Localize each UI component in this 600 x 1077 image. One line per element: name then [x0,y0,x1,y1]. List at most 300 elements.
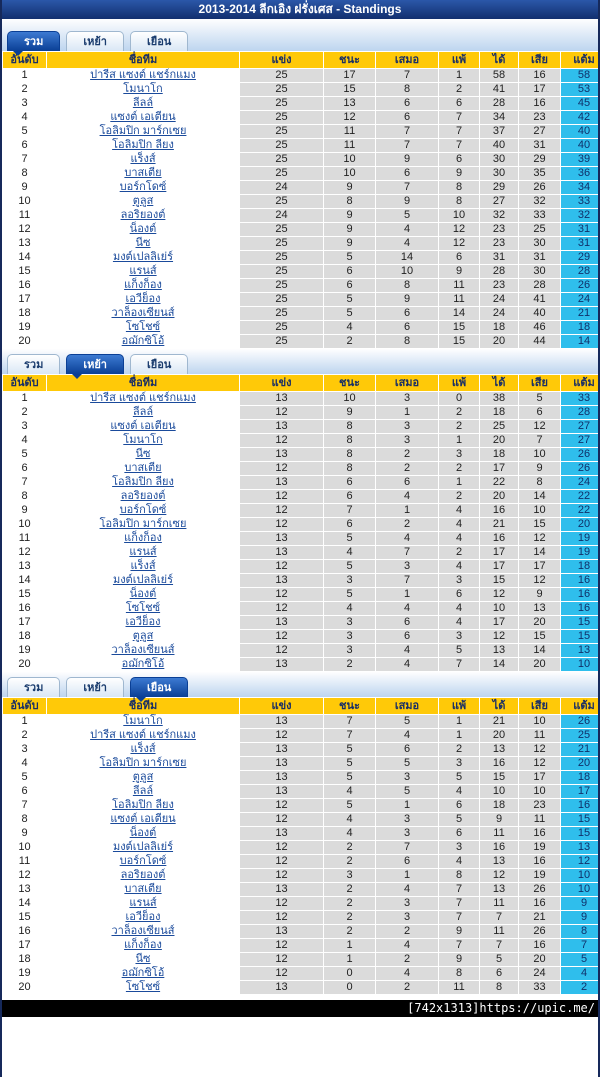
stat-cell: 25 [240,251,324,265]
points-cell: 10 [561,658,600,672]
team-link[interactable]: น็องต์ [129,223,157,235]
stat-cell: 8 [324,434,376,448]
team-link[interactable]: ปารีส แซงต์ แชร์กแมง [90,69,196,81]
stat-cell: 18 [480,321,519,335]
stat-cell: 6 [439,588,480,602]
table-row [3,223,600,237]
stat-cell: 10 [519,448,561,462]
team-link[interactable]: แก็งก็อง [124,532,162,544]
stat-cell: 3 [376,771,439,785]
stat-cell: 5 [324,771,376,785]
team-link[interactable]: แก็งก็อง [124,939,162,951]
table-row [3,420,600,434]
team-link[interactable]: อฌักซิโอ้ [121,967,165,979]
team-link[interactable]: โอลิมปิก มาร์กเซย [99,757,187,769]
stat-cell: 24 [480,293,519,307]
stat-cell: 12 [240,434,324,448]
stat-cell: 28 [480,97,519,111]
tab-total[interactable]: รวม [7,354,60,374]
team-link[interactable]: ลอริยองต์ [120,490,166,502]
stat-cell: 12 [240,504,324,518]
team-link[interactable]: บาสเตีย [124,883,162,895]
rank-cell: 17 [3,293,47,307]
rank-cell: 16 [3,602,47,616]
rank-cell: 11 [3,532,47,546]
points-cell: 21 [561,307,600,321]
stat-cell: 11 [480,925,519,939]
stat-cell: 4 [439,855,480,869]
stat-cell: 4 [439,602,480,616]
team-link[interactable]: มงต์เปลลิเย่ร์ [112,841,174,853]
team-cell [47,335,240,349]
column-header: ชื่อทีม [47,698,240,715]
stat-cell: 1 [376,406,439,420]
team-link[interactable]: โซโชซ์ [125,321,161,333]
stat-cell: 3 [324,630,376,644]
team-link[interactable]: บอร์กโดซ์ [119,181,167,193]
table-row [3,939,600,953]
table-row [3,237,600,251]
stat-cell: 13 [240,448,324,462]
stat-cell: 3 [324,616,376,630]
stat-cell: 2 [376,448,439,462]
column-header: อันดับ [3,375,47,392]
team-link[interactable]: โอลิมปิก มาร์กเซย [99,518,187,530]
stat-cell: 12 [240,841,324,855]
tab-away[interactable]: เยือน [130,31,188,51]
team-link[interactable]: เอวีย็อง [125,293,161,305]
standings-table [2,697,600,995]
table-row [3,335,600,349]
points-cell: 32 [561,209,600,223]
stat-cell: 7 [439,658,480,672]
tab-bar [2,349,598,374]
team-cell [47,953,240,967]
stat-cell: 9 [324,181,376,195]
tab-away[interactable]: เยือน [130,354,188,374]
points-cell: 9 [561,911,600,925]
stat-cell: 15 [324,83,376,97]
team-link[interactable]: แก็งก็อง [124,279,162,291]
team-link[interactable]: น็องต์ [129,588,157,600]
team-cell [47,588,240,602]
team-link[interactable]: แซงต์ เอเตียน [110,420,176,432]
stat-cell: 8 [439,967,480,981]
team-link[interactable]: ลอริยองต์ [120,209,166,221]
stat-cell: 1 [324,953,376,967]
table-row [3,504,600,518]
team-cell [47,967,240,981]
stat-cell: 44 [519,335,561,349]
stat-cell: 10 [324,167,376,181]
table-row [3,715,600,729]
stat-cell: 25 [240,237,324,251]
stat-cell: 4 [376,658,439,672]
tab-bar [2,672,598,697]
team-link[interactable]: นีซ [135,953,151,965]
team-cell [47,630,240,644]
column-header: แพ้ [439,52,480,69]
rank-cell: 11 [3,855,47,869]
rank-cell: 1 [3,715,47,729]
stat-cell: 24 [519,967,561,981]
stat-cell: 13 [240,420,324,434]
points-cell: 19 [561,546,600,560]
rank-cell: 2 [3,729,47,743]
table-row [3,785,600,799]
team-cell [47,813,240,827]
points-cell: 26 [561,279,600,293]
table-row [3,841,600,855]
team-link[interactable]: โอลิมปิก มาร์กเซย [99,125,187,137]
stat-cell: 2 [439,83,480,97]
table-row [3,869,600,883]
stat-cell: 15 [439,335,480,349]
stat-cell: 4 [376,223,439,237]
rank-cell: 5 [3,448,47,462]
team-link[interactable]: ตูลูส [132,195,154,207]
stat-cell: 10 [439,209,480,223]
stat-cell: 25 [240,139,324,153]
table-row [3,321,600,335]
stat-cell: 5 [439,644,480,658]
team-link[interactable]: นีซ [135,448,151,460]
column-header: แพ้ [439,375,480,392]
stat-cell: 25 [240,69,324,83]
rank-cell: 16 [3,279,47,293]
table-row [3,630,600,644]
stat-cell: 12 [240,644,324,658]
points-cell: 15 [561,616,600,630]
stat-cell: 12 [240,855,324,869]
stat-cell: 6 [324,279,376,293]
team-link[interactable]: ลอริยองต์ [120,869,166,881]
team-cell [47,715,240,729]
team-link[interactable]: มงต์เปลลิเย่ร์ [112,574,174,586]
stat-cell: 12 [240,897,324,911]
stat-cell: 25 [240,293,324,307]
team-link[interactable]: ปารีส แซงต์ แชร์กแมง [90,729,196,741]
stat-cell: 30 [480,167,519,181]
team-cell [47,265,240,279]
standings-table [2,374,600,672]
team-link[interactable]: ปารีส แซงต์ แชร์กแมง [90,392,196,404]
team-cell [47,658,240,672]
rank-cell: 13 [3,237,47,251]
stat-cell: 4 [439,560,480,574]
stat-cell: 4 [376,532,439,546]
stat-cell: 14 [376,251,439,265]
team-link[interactable]: วาล็องเซียนส์ [111,925,175,937]
table-row [3,69,600,83]
stat-cell: 3 [376,434,439,448]
team-link[interactable]: บาสเตีย [124,462,162,474]
team-link[interactable]: แซงต์ เอเตียน [110,813,176,825]
team-cell [47,602,240,616]
stat-cell: 24 [480,307,519,321]
stat-cell: 2 [324,883,376,897]
stat-cell: 2 [376,981,439,995]
stat-cell: 10 [376,265,439,279]
rank-cell: 20 [3,981,47,995]
table-row [3,827,600,841]
team-link[interactable]: แรนส์ [129,265,157,277]
stat-cell: 29 [480,181,519,195]
stat-cell: 8 [439,195,480,209]
points-cell: 39 [561,153,600,167]
team-link[interactable]: อฌักซิโอ้ [121,658,165,670]
team-cell [47,448,240,462]
team-link[interactable]: วาล็องเซียนส์ [111,644,175,656]
team-link[interactable]: แร็งส์ [130,743,156,755]
rank-cell: 14 [3,574,47,588]
points-cell: 14 [561,335,600,349]
team-link[interactable]: โมนาโก [123,83,163,95]
stat-cell: 23 [480,223,519,237]
stat-cell: 12 [240,799,324,813]
stat-cell: 17 [519,83,561,97]
tab-bar [2,19,598,51]
stat-cell: 9 [376,195,439,209]
stat-cell: 4 [376,237,439,251]
stat-cell: 12 [480,588,519,602]
stat-cell: 17 [519,560,561,574]
stat-cell: 12 [240,911,324,925]
team-link[interactable]: น็องต์ [129,827,157,839]
stat-cell: 31 [519,251,561,265]
stat-cell: 11 [439,981,480,995]
column-header: เสีย [519,698,561,715]
tab-home[interactable]: เหย้า [66,677,124,697]
team-link[interactable]: แร็งส์ [130,560,156,572]
stat-cell: 11 [519,729,561,743]
team-link[interactable]: บอร์กโดซ์ [119,855,167,867]
stat-cell: 3 [376,392,439,406]
stat-cell: 12 [439,237,480,251]
stat-cell: 3 [324,644,376,658]
team-link[interactable]: แรนส์ [129,546,157,558]
stat-cell: 25 [240,125,324,139]
rank-cell: 11 [3,209,47,223]
stat-cell: 4 [376,883,439,897]
header-row [3,52,600,69]
team-cell [47,883,240,897]
stat-cell: 25 [240,153,324,167]
team-link[interactable]: แร็งส์ [130,153,156,165]
points-cell: 5 [561,953,600,967]
tab-home[interactable]: เหย้า [66,354,124,374]
stat-cell: 3 [376,911,439,925]
stat-cell: 3 [376,813,439,827]
stat-cell: 58 [480,69,519,83]
points-cell: 18 [561,321,600,335]
stat-cell: 27 [519,125,561,139]
stat-cell: 32 [480,209,519,223]
stat-cell: 13 [240,715,324,729]
points-cell: 26 [561,715,600,729]
points-cell: 45 [561,97,600,111]
team-cell [47,841,240,855]
rank-cell: 7 [3,153,47,167]
team-cell [47,223,240,237]
stat-cell: 18 [480,799,519,813]
tab-total[interactable]: รวม [7,31,60,51]
team-link[interactable]: บาสเตีย [124,167,162,179]
stat-cell: 5 [324,757,376,771]
team-link[interactable]: ตูลูส [132,630,154,642]
team-link[interactable]: โอลิมปิก ลียง [112,139,174,151]
rank-cell: 13 [3,883,47,897]
team-link[interactable]: มงต์เปลลิเย่ร์ [112,251,174,263]
team-link[interactable]: แซงต์ เอเตียน [110,111,176,123]
standings-table [2,51,600,349]
points-cell: 29 [561,251,600,265]
tab-away[interactable]: เยือน [130,677,188,697]
stat-cell: 7 [376,139,439,153]
stat-cell: 4 [324,813,376,827]
team-link[interactable]: ลีลล์ [132,406,154,418]
stat-cell: 16 [519,939,561,953]
stat-cell: 20 [480,490,519,504]
rank-cell: 18 [3,953,47,967]
stat-cell: 4 [439,785,480,799]
team-link[interactable]: โอลิมปิก ลียง [112,799,174,811]
points-cell: 22 [561,490,600,504]
stat-cell: 9 [376,293,439,307]
column-header: แต้ม [561,375,600,392]
team-link[interactable]: ลีลล์ [132,785,154,797]
team-link[interactable]: โซโชซ์ [125,602,161,614]
team-link[interactable]: บอร์กโดซ์ [119,504,167,516]
points-cell: 36 [561,167,600,181]
team-cell [47,799,240,813]
rank-cell: 1 [3,392,47,406]
stat-cell: 13 [240,925,324,939]
stat-cell: 14 [519,490,561,504]
team-link[interactable]: โมนาโก [123,715,163,727]
stat-cell: 7 [439,883,480,897]
stat-cell: 8 [376,279,439,293]
team-cell [47,293,240,307]
points-cell: 27 [561,434,600,448]
points-cell: 26 [561,462,600,476]
points-cell: 18 [561,560,600,574]
stat-cell: 5 [324,560,376,574]
team-link[interactable]: แรนส์ [129,897,157,909]
stat-cell: 12 [439,223,480,237]
stat-cell: 13 [480,883,519,897]
team-cell [47,434,240,448]
points-cell: 4 [561,967,600,981]
team-link[interactable]: อฌักซิโอ้ [121,335,165,347]
stat-cell: 7 [324,504,376,518]
team-cell [47,827,240,841]
team-link[interactable]: เอวีย็อง [125,616,161,628]
stat-cell: 11 [324,139,376,153]
stat-cell: 4 [324,785,376,799]
table-row [3,83,600,97]
team-link[interactable]: วาล็องเซียนส์ [111,307,175,319]
stat-cell: 1 [439,434,480,448]
stat-cell: 0 [324,967,376,981]
stat-cell: 2 [324,658,376,672]
watermark-bar: [742x1313]https://upic.me/ [2,1000,598,1017]
stat-cell: 8 [324,462,376,476]
rank-cell: 6 [3,785,47,799]
stat-cell: 20 [480,434,519,448]
points-cell: 10 [561,883,600,897]
tab-home[interactable]: เหย้า [66,31,124,51]
table-row [3,181,600,195]
table-row [3,743,600,757]
stat-cell: 25 [240,195,324,209]
rank-cell: 9 [3,827,47,841]
stat-cell: 3 [376,897,439,911]
stat-cell: 0 [324,981,376,995]
table-row [3,644,600,658]
stat-cell: 13 [240,981,324,995]
points-cell: 13 [561,644,600,658]
stat-cell: 1 [376,869,439,883]
column-header: แพ้ [439,698,480,715]
stat-cell: 27 [480,195,519,209]
table-row [3,111,600,125]
stat-cell: 37 [480,125,519,139]
stat-cell: 1 [439,476,480,490]
column-header: ได้ [480,698,519,715]
stat-cell: 5 [439,813,480,827]
stat-cell: 20 [480,335,519,349]
stat-cell: 4 [439,504,480,518]
points-cell: 22 [561,504,600,518]
team-cell [47,785,240,799]
team-cell [47,209,240,223]
stat-cell: 19 [519,841,561,855]
stat-cell: 7 [439,111,480,125]
stat-cell: 6 [324,518,376,532]
tab-total[interactable]: รวม [7,677,60,697]
stat-cell: 8 [324,448,376,462]
table-row [3,167,600,181]
table-row [3,981,600,995]
stat-cell: 26 [519,925,561,939]
stat-cell: 4 [376,939,439,953]
stat-cell: 31 [519,139,561,153]
stat-cell: 5 [324,588,376,602]
points-cell: 16 [561,574,600,588]
stat-cell: 9 [324,209,376,223]
stat-cell: 30 [519,265,561,279]
team-link[interactable]: โซโชซ์ [125,981,161,993]
team-link[interactable]: ตูลูส [132,771,154,783]
stat-cell: 12 [240,602,324,616]
points-cell: 28 [561,406,600,420]
team-link[interactable]: โมนาโก [123,434,163,446]
page-title: 2013-2014 ลีกเอิง ฝรั่งเศส - Standings [2,0,598,19]
stat-cell: 25 [480,420,519,434]
team-link[interactable]: ลีลล์ [132,97,154,109]
stat-cell: 9 [519,588,561,602]
table-row [3,195,600,209]
rank-cell: 10 [3,518,47,532]
team-link[interactable]: นีซ [135,237,151,249]
stat-cell: 10 [519,785,561,799]
team-link[interactable]: เอวีย็อง [125,911,161,923]
team-cell [47,729,240,743]
stat-cell: 4 [324,321,376,335]
team-link[interactable]: โอลิมปิก ลียง [112,476,174,488]
rank-cell: 15 [3,911,47,925]
